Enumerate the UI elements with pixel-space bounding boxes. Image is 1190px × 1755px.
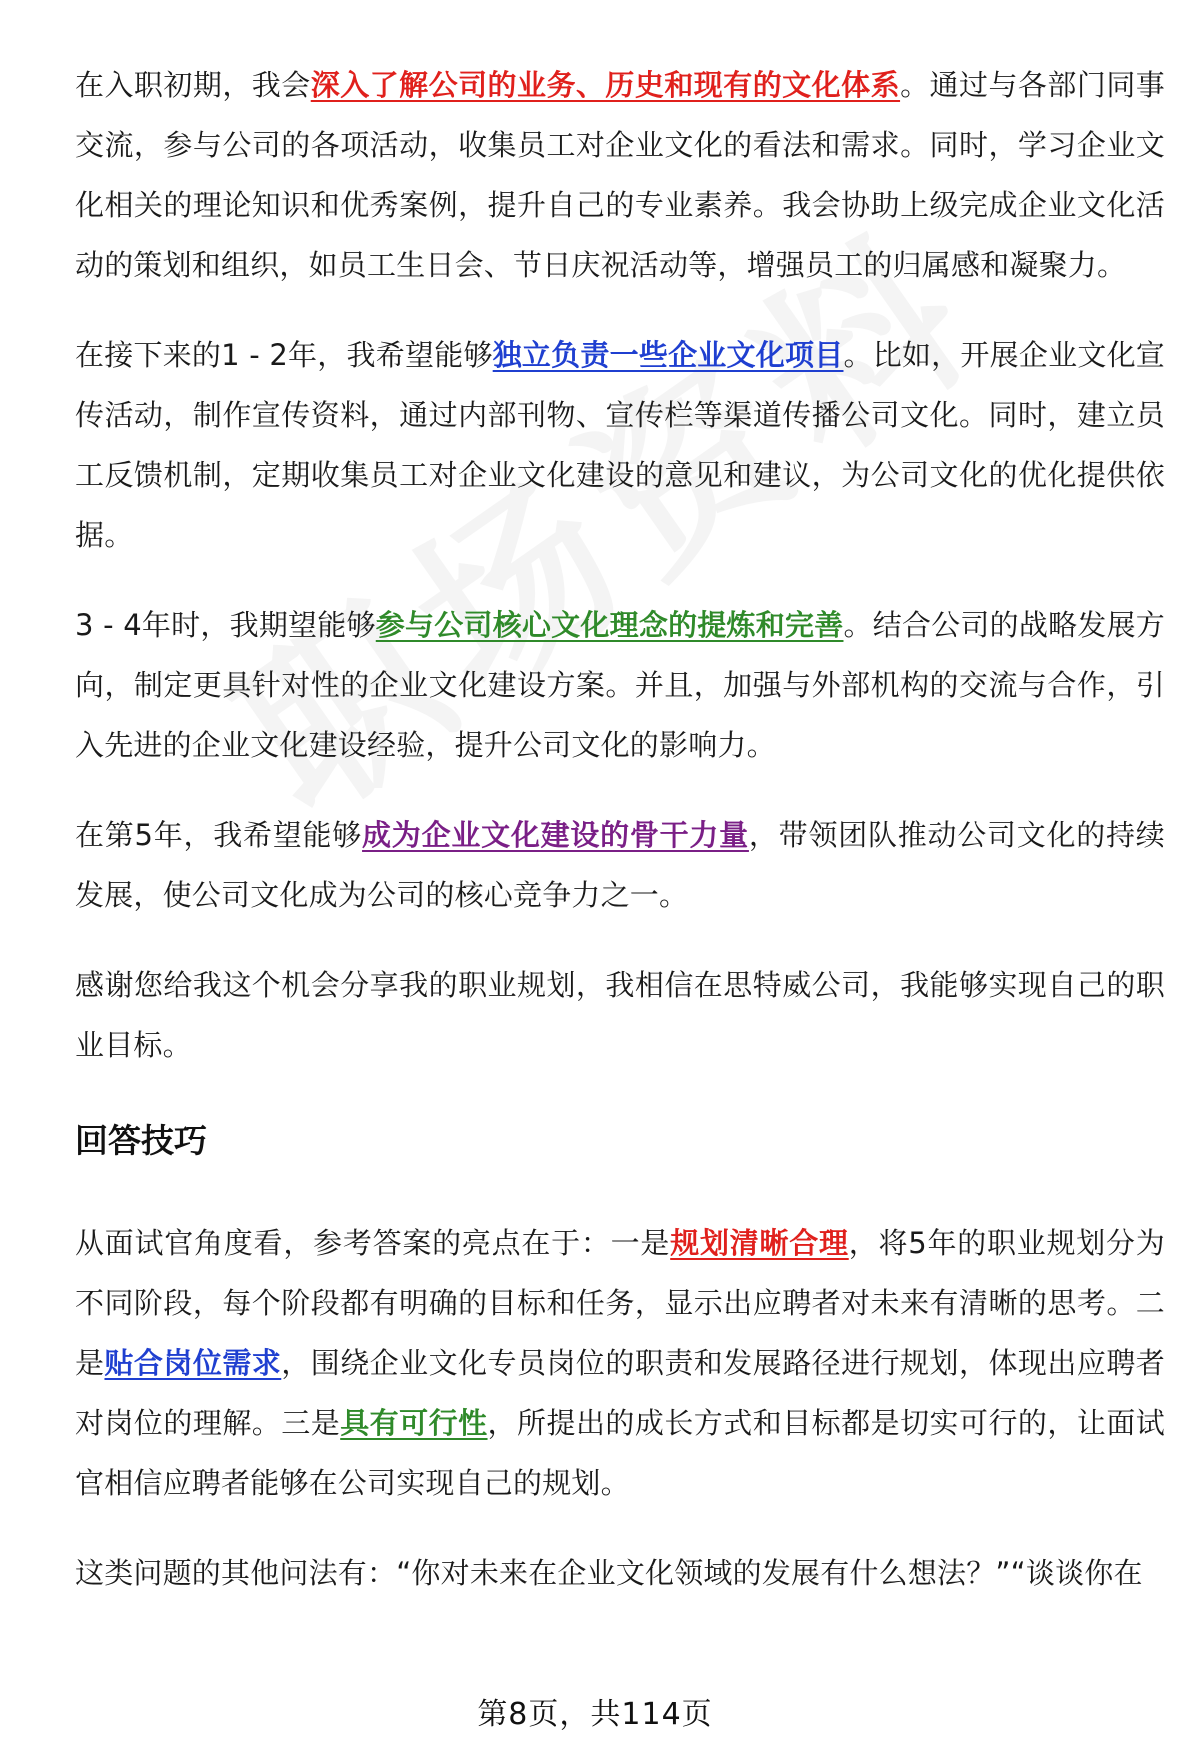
highlight-phrase: 独立负责一些企业文化项目	[492, 338, 844, 372]
paragraph-text: 从面试官角度看，参考答案的亮点在于：一是	[75, 1226, 671, 1260]
highlight-phrase: 参与公司核心文化理念的提炼和完善	[375, 608, 844, 642]
paragraph-text: 。结合公司的战略发展方向，制定更具针对性的企业文化建设方案。并且，加强与外部机构的交流与合作，引入先进的企业文化建设经验，提升公司文化的影响力。	[75, 608, 1166, 762]
paragraph-other-questions: 这类问题的其他问法有：“你对未来在企业文化领域的发展有什么想法？”“谈谈你在	[75, 1556, 1143, 1590]
paragraph-text: ，所提出的成长方式和目标都是切实可行的，让面试官相信应聘者能够在公司实现自己的规划。	[75, 1406, 1165, 1500]
paragraph-text: 。通过与各部门同事交流，参与公司的各项活动，收集员工对企业文化的看法和需求。同时，学习企业文化相关的理论知识和优秀案例，提升自己的专业素养。我会协助上级完成企业文化活动的策划和组织，如员工生日会、节日庆祝活动等，增强员工的归属感和凝聚力。	[75, 68, 1165, 282]
paragraph-year-5	[75, 805, 1165, 925]
highlight-phrase: 成为企业文化建设的骨干力量	[362, 818, 749, 852]
paragraph-text: 在第5年，我希望能够	[75, 818, 363, 852]
paragraph-text: 3 - 4年时，我期望能够	[75, 608, 376, 642]
paragraph-text: 在入职初期，我会	[75, 68, 311, 102]
paragraph-text: ，围绕企业文化专员岗位的职责和发展路径进行规划，体现出应聘者对岗位的理解。三是	[75, 1346, 1165, 1440]
paragraph-early-stage	[75, 55, 1165, 295]
paragraph-year-1-2	[75, 325, 1165, 565]
paragraph-text: 在接下来的1 - 2年，我希望能够	[75, 338, 493, 372]
highlight-phrase: 具有可行性	[340, 1406, 488, 1440]
highlight-phrase: 深入了解公司的业务、历史和现有的文化体系	[310, 68, 901, 102]
paragraph-year-3-4	[75, 595, 1165, 775]
document-body	[75, 55, 1165, 1633]
page-number: 第8页，共114页	[477, 1697, 713, 1732]
highlight-phrase: 贴合岗位需求	[104, 1346, 282, 1380]
paragraph-text: ，带领团队推动公司文化的持续发展，使公司文化成为公司的核心竞争力之一。	[75, 818, 1165, 912]
highlight-phrase: 规划清晰合理	[670, 1226, 849, 1260]
section-heading: 回答技巧	[75, 1121, 207, 1160]
paragraph-answer-tips	[75, 1213, 1165, 1513]
paragraph-thanks: 感谢您给我这个机会分享我的职业规划，我相信在思特威公司，我能够实现自己的职业目标。	[75, 968, 1165, 1062]
paragraph-text: ，将5年的职业规划分为不同阶段，每个阶段都有明确的目标和任务，显示出应聘者对未来有清晰的思考。二是	[75, 1226, 1165, 1380]
paragraph-text: 。比如，开展企业文化宣传活动，制作宣传资料，通过内部刊物、宣传栏等渠道传播公司文化。同时，建立员工反馈机制，定期收集员工对企业文化建设的意见和建议，为公司文化的优化提供依据。	[75, 338, 1166, 552]
